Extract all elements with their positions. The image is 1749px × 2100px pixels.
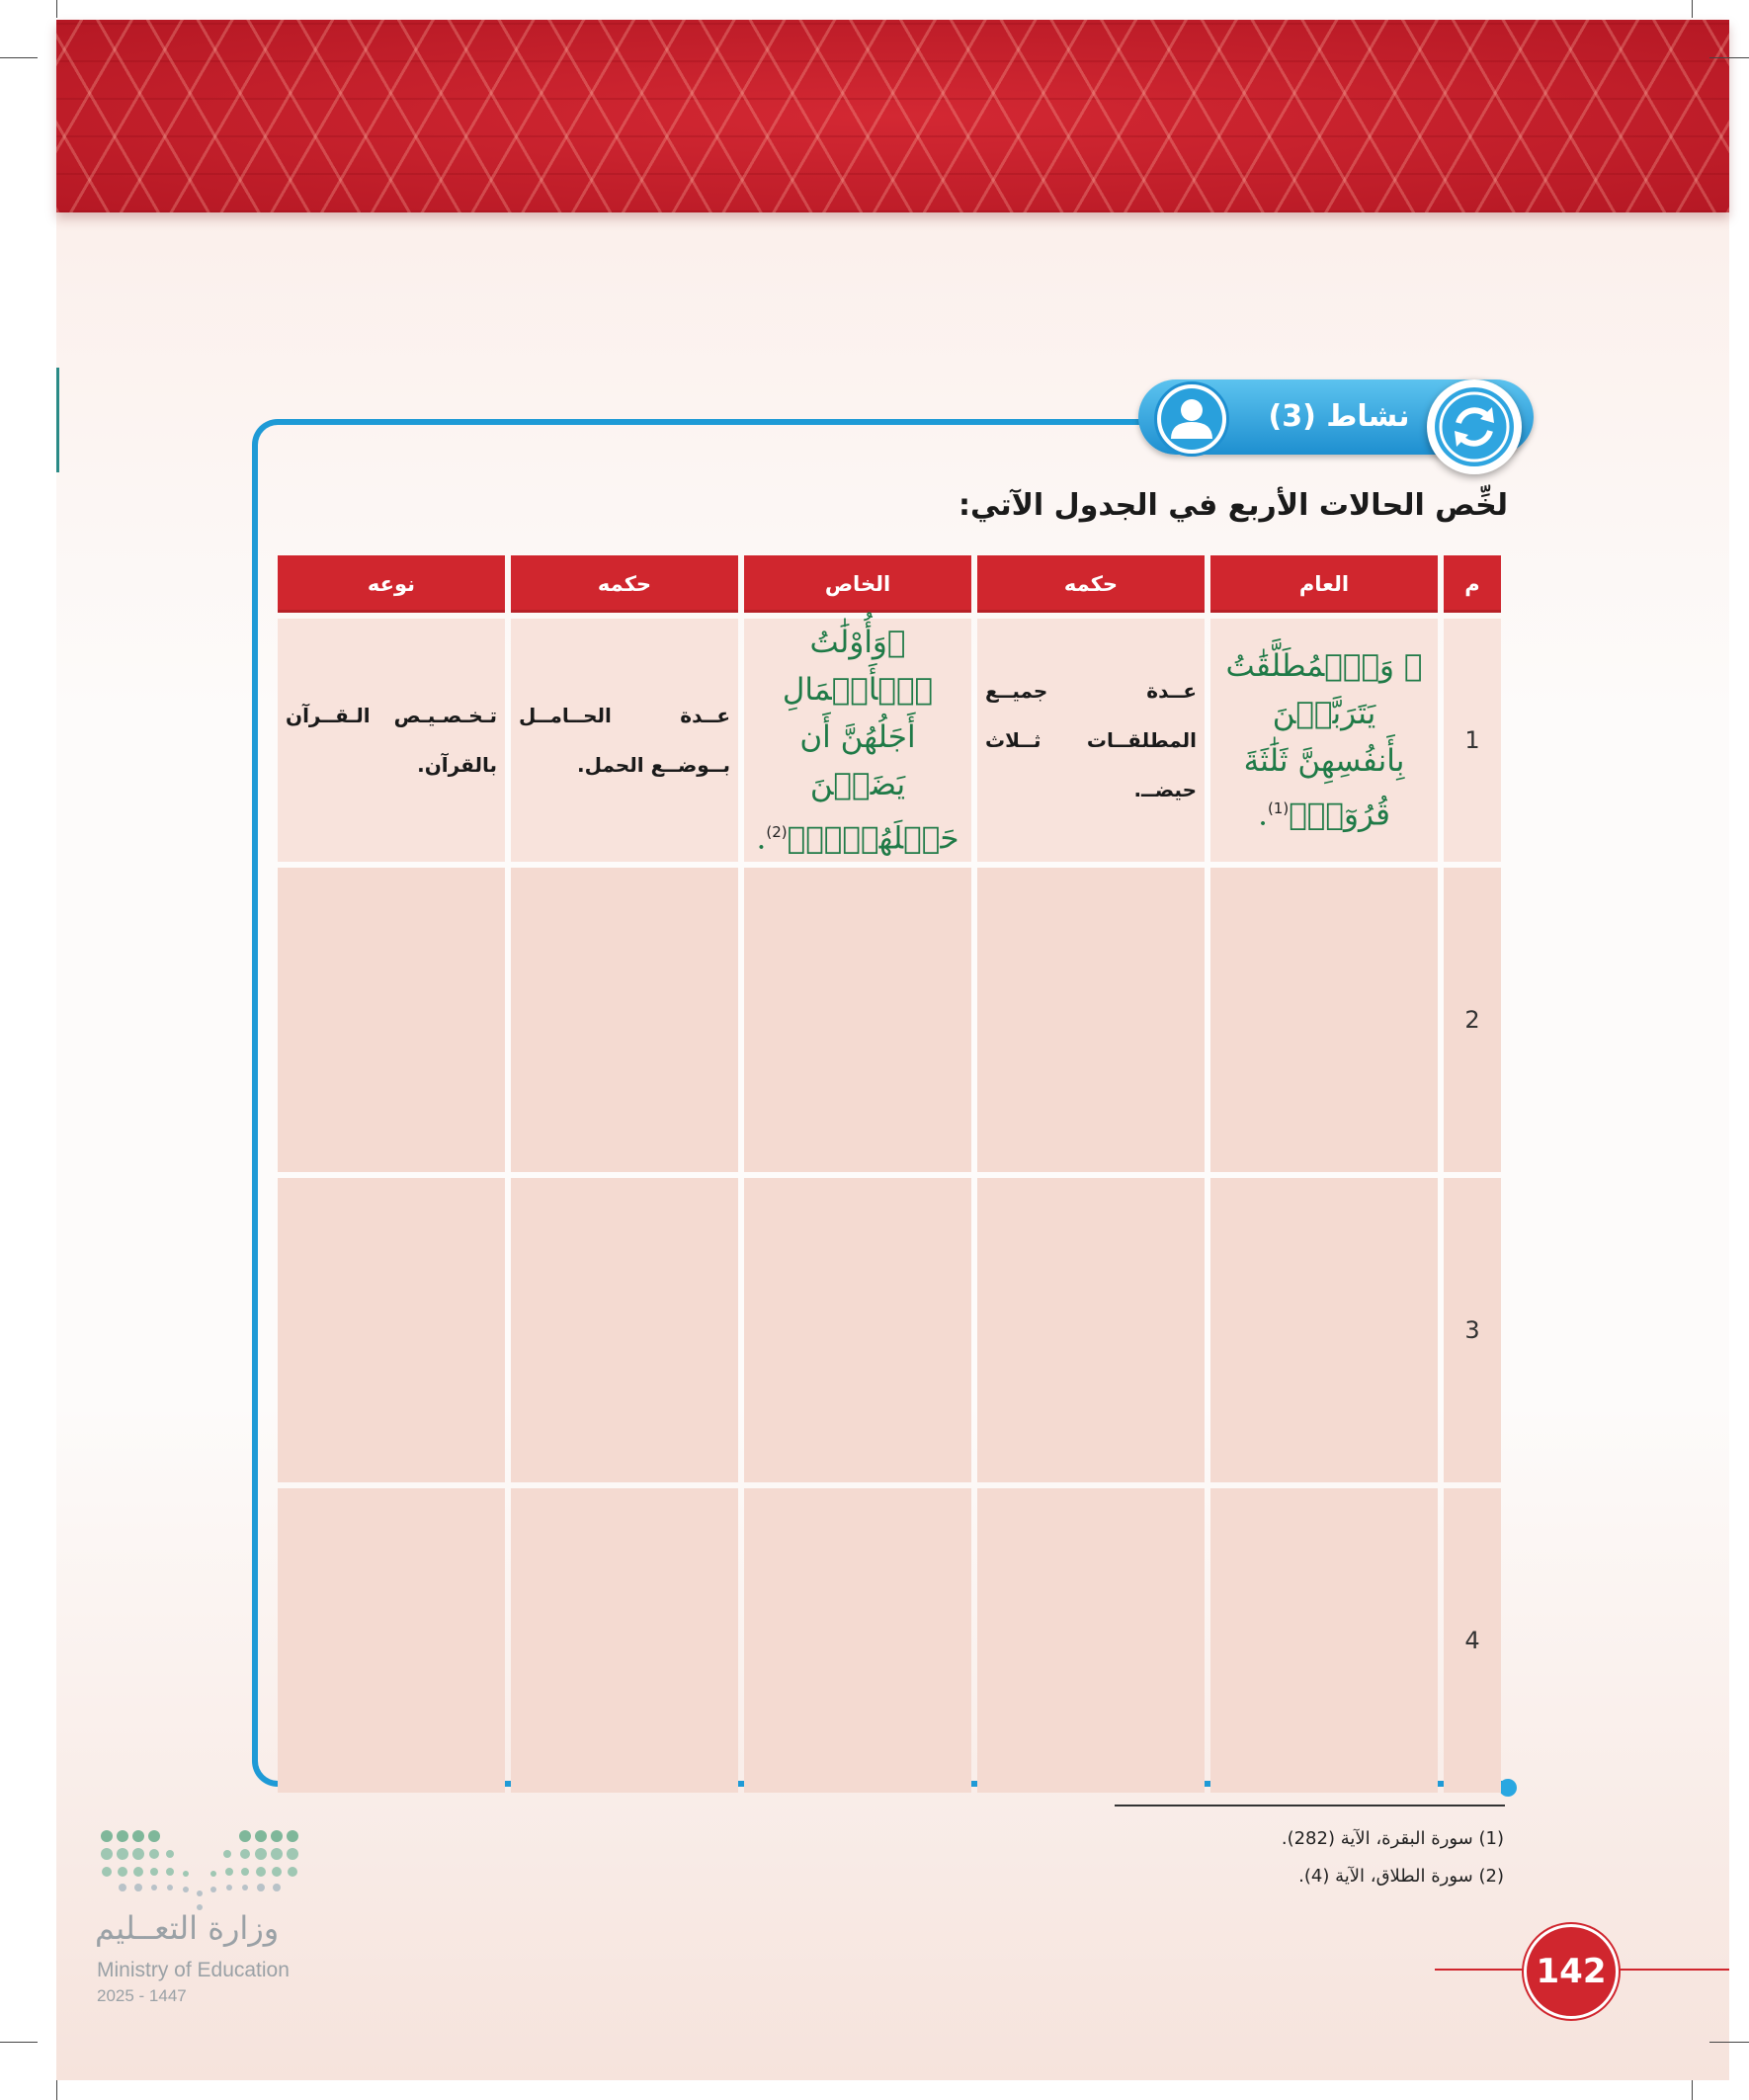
- answer-cell[interactable]: [977, 868, 1205, 1172]
- header-type: نوعه: [278, 555, 505, 613]
- crop-mark: [56, 0, 57, 18]
- answer-cell[interactable]: [977, 1488, 1205, 1793]
- header-specific: الخاص: [744, 555, 971, 613]
- specific-verse-cell: ﴿وَأُوْلَٰتُ ٱلۡأَحۡمَالِ أَجَلُهُنَّ أَن يَضَعۡنَ حَمۡلَهُنَّۚ﴾$^{(2)}$.: [744, 619, 971, 862]
- row-number: 1: [1444, 619, 1501, 862]
- crop-mark: [1692, 2080, 1693, 2100]
- activity-title: نشاط (3): [1268, 398, 1410, 434]
- row-number: 4: [1444, 1488, 1501, 1793]
- answer-cell[interactable]: [744, 1488, 971, 1793]
- crop-mark: [56, 2080, 57, 2100]
- general-verse: ﴿ وَٱلۡمُطَلَّقَٰتُ يَتَرَبَّصۡنَ بِأَنفُسِهِنَّ ثَلَٰثَةَ قُرُوٓءٖ﴾: [1225, 648, 1423, 833]
- table-row: [278, 1488, 1501, 1793]
- user-icon: [1154, 381, 1229, 457]
- specific-verse: ﴿وَأُوْلَٰتُ ٱلۡأَحۡمَالِ أَجَلُهُنَّ أَن يَضَعۡنَ حَمۡلَهُنَّۚ﴾: [782, 625, 959, 857]
- header-specific-ruling: حكمه: [511, 555, 738, 613]
- header-number: م: [1444, 555, 1501, 613]
- page-number-rule-left: [1613, 1969, 1729, 1971]
- crop-mark: [1709, 57, 1749, 58]
- general-ruling-cell: عــدة جميــع المطلقــات ثــلاث حيضــ.: [977, 619, 1205, 862]
- footnote-divider: [1115, 1805, 1505, 1806]
- type-cell: تـخـصـيـص الـقــرآن بالقرآن.: [278, 619, 505, 862]
- answer-cell[interactable]: [511, 1178, 738, 1482]
- decorative-header-banner: [56, 20, 1729, 212]
- answer-cell[interactable]: [278, 1178, 505, 1482]
- answer-cell[interactable]: [744, 1178, 971, 1482]
- answer-cell[interactable]: [1210, 1488, 1438, 1793]
- refresh-icon: [1427, 379, 1522, 474]
- summary-table: [272, 549, 1507, 1799]
- answer-cell[interactable]: [511, 868, 738, 1172]
- ministry-year: 2025 - 1447: [97, 1986, 187, 2005]
- footnote-1: (1) سورة البقرة، الآية (282).: [1281, 1828, 1504, 1849]
- footnote-ref-1: (1): [1267, 799, 1290, 817]
- ministry-name-arabic: وزارة التعــليم: [95, 1909, 280, 1947]
- answer-cell[interactable]: [278, 868, 505, 1172]
- page-number: 142: [1524, 1924, 1619, 2019]
- answer-cell[interactable]: [511, 1488, 738, 1793]
- activity-instruction: لخِّص الحالات الأربع في الجدول الآتي:: [958, 488, 1508, 523]
- header-general: العام: [1210, 555, 1438, 613]
- footnote-2: (2) سورة الطلاق، الآية (4).: [1298, 1866, 1504, 1887]
- answer-cell[interactable]: [1210, 1178, 1438, 1482]
- crop-mark: [1692, 0, 1693, 18]
- answer-cell[interactable]: [744, 868, 971, 1172]
- answer-cell[interactable]: [977, 1178, 1205, 1482]
- table-row: [278, 1178, 1501, 1482]
- answer-cell[interactable]: [278, 1488, 505, 1793]
- specific-ruling-cell: عــدة الحــامــل بــوضــع الحمل.: [511, 619, 738, 862]
- margin-rule: [56, 368, 59, 472]
- crop-mark: [0, 2042, 38, 2043]
- table-header-row: [278, 555, 1501, 613]
- crop-mark: [1709, 2042, 1749, 2043]
- footnote-ref-2: (2): [766, 823, 788, 841]
- row-number: 3: [1444, 1178, 1501, 1482]
- table-row: [278, 619, 1501, 862]
- answer-cell[interactable]: [1210, 868, 1438, 1172]
- ministry-name-english: Ministry of Education: [97, 1959, 290, 1981]
- header-general-ruling: حكمه: [977, 555, 1205, 613]
- general-verse-cell: ﴿ وَٱلۡمُطَلَّقَٰتُ يَتَرَبَّصۡنَ بِأَنفُسِهِنَّ ثَلَٰثَةَ قُرُوٓءٖ﴾$^{(1)}$.: [1210, 619, 1438, 862]
- page-number-rule-right: [1435, 1969, 1528, 1971]
- table-row: [278, 868, 1501, 1172]
- row-number: 2: [1444, 868, 1501, 1172]
- crop-mark: [0, 57, 38, 58]
